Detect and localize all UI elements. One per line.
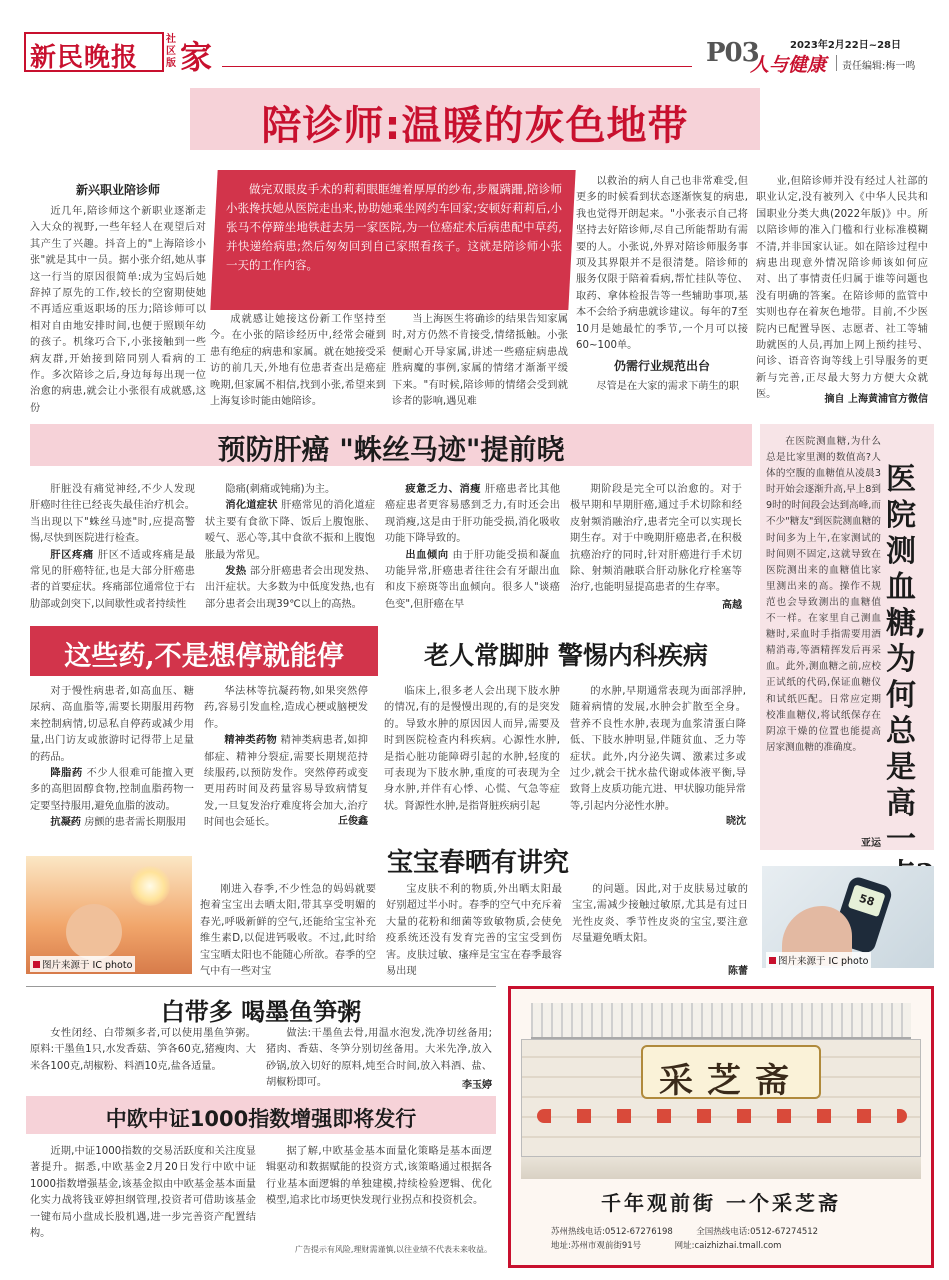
glucose-photo	[762, 866, 934, 968]
legs-col-2-text: 的水肿,早期通常表现为面部浮肿,随着病情的发展,水肿会扩散至全身。营养不良性水肿,表现为血浆清蛋白降低、下肢水肿明显,伴随贫血、乏力等症状。此外,内分泌失调、激素过多或过少,就会干扰水盐代谢或体液平衡,导致肾上皮质功能亢进、甲状腺功能异常等,引起内分泌性水肿。	[570, 686, 746, 812]
liver-col-2-text: 隐痛(刺痛或钝痛)为主。	[225, 484, 336, 495]
recipe-col-1	[30, 1026, 256, 1090]
lead-col-4-text: 以救治的病人自己也非常难受,但更多的时候看到状态逐渐恢复的病患,我也觉得开朗起来。"小张表示自己将坚持去好陪诊师,尽自己所能帮助有需要的人。小张说,外界对陪诊师服务事项及其界限并不是很清楚。陪诊师的服务仅限于陪着看病,帮忙挂队等位、取药、拿体检报告等一些辅助事项,基本不会给予病患就诊建议。每年的7至10月是她最忙的季节,一个月可以接60~100单。	[576, 176, 748, 352]
liver-lead-fatigue: 疲惫乏力、消瘦	[405, 484, 482, 495]
liver-col-2c: 部分肝癌患者会出现发热、出汗症状。大多数为中低度发热,也有部分患者会出现39℃以上的高热。	[205, 566, 376, 610]
sunbath-col-1-text: 刚进入春季,不少性急的妈妈就要抱着宝宝出去晒太阳,带其享受明媚的春光,呼吸新鲜的空气,还能给宝宝补充维生素D,以促进钙吸收。不过,此时给宝宝晒太阳也不能随心所欲。春季的空气中有一些对宝	[200, 884, 376, 978]
fund-headline-band	[26, 1096, 496, 1134]
medicine-col-1-text: 对于慢性病患者,如高血压、糖尿病、高血脂等,需要长期服用药物来控制病情,切忌私自停药或减少用量,出门访友或旅游时记得带上足量的药品。	[30, 686, 194, 763]
recipe-author: 李玉婷	[462, 1080, 492, 1091]
ad-contact-line-2	[551, 1239, 911, 1251]
recipe-col-1-text: 女性闭经、白带频多者,可以使用墨鱼笋粥。原料:干墨鱼1只,水发香菇、笋各60克,猪瘦肉、大米各100克,胡椒粉、料酒10克,盐各适量。	[30, 1028, 256, 1072]
ad-address: 地址:苏州市观前街91号	[551, 1241, 642, 1251]
masthead-divider	[222, 66, 692, 67]
subheading-career: 新兴职业陪诊师	[75, 183, 160, 197]
lead-col-2	[210, 312, 386, 406]
ad-building-roof	[531, 1003, 911, 1039]
ad-shop-sign-text: 采芝斋	[659, 1061, 803, 1101]
ad-frame	[508, 986, 934, 1268]
ad-hotline-label: 苏州热线电话:	[551, 1227, 605, 1237]
liver-lead-fever: 发热	[225, 566, 247, 578]
medicine-author: 丘俊鑫	[338, 816, 368, 827]
glucose-author: 亚运	[861, 838, 881, 849]
medicine-col-1	[30, 684, 194, 828]
glucose-photo-caption: 图片来源于 IC photo	[766, 952, 871, 968]
liver-col-3-text: 肝癌患者比其他癌症患者更容易感到乏力,有时还会出现消瘦,这是由于肝功能受损,消化吸收功能下降导致的。	[385, 484, 561, 545]
ad-national-label: 全国热线电话:	[696, 1227, 751, 1237]
lead-headline-band	[190, 88, 760, 150]
sunbath-photo-caption: 图片来源于 IC photo	[30, 956, 135, 972]
glucose-headline: 医院测血糖,为何总是高一	[886, 462, 927, 857]
ad-street	[521, 1157, 921, 1179]
fund-col-1-text: 近期,中证1000指数的交易活跃度和关注度显著提升。据悉,中欧基金2月20日发行中欧中证1000指数增强基金,该基金拟由中欧基金基本面量化实力战将钱亚婷担纲管理,投资者可借助该基金一键布局小盘成长股机遇,进一步完善资产配置结构。	[30, 1146, 256, 1240]
recipe-col-2-text: 做法:干墨鱼去骨,用温水泡发,洗净切丝备用;猪肉、香菇、冬笋分别切丝备用。大米先净,放入砂锅,放入切好的原料,炖至合时间,放入料酒、盐、胡椒粉即可。	[266, 1028, 492, 1089]
medicine-col-1c: 房颤的患者需长期服用	[84, 817, 187, 829]
liver-lead-pain: 肝区疼痛	[50, 549, 94, 561]
lead-col-1	[30, 204, 206, 414]
sunbath-col-2	[386, 882, 562, 978]
glucose-meter-screen	[848, 884, 886, 917]
legs-col-1-text: 临床上,很多老人会出现下肢水肿的情况,有的是慢慢出现的,有的是突发的。导致水肿的原因因人而异,需要及时到医院检查内科疾病。心源性水肿,是指心脏功能障碍引起的水肿,轻度的可表现为下肢水肿,重度的可表现为全身水肿,并伴有心悸、心慌、气急等症状。肾源性水肿,是指肾脏疾病引起	[384, 686, 560, 812]
ad-lanterns	[537, 1109, 907, 1123]
legs-col-2	[570, 684, 746, 812]
liver-headline-band	[30, 424, 752, 466]
ad-site: caizhizhai.tmall.com	[694, 1241, 782, 1251]
page-number: P03	[706, 38, 759, 68]
edition-mark: 家	[180, 38, 213, 76]
fund-col-2	[266, 1144, 492, 1242]
lead-col-5-text: 业,但陪诊师并没有经过人社部的职业认定,没有被列入《中华人民共和国职业分类大典(2022年版)》中。所以陪诊师的准入门槛和行业标准模糊不清,并非国家认证。如在陪诊过程中病患出现意外情况陪诊师该如何应对、出了事情责任归属于谁等问题也没有明确的答案。在陪诊师的监管中实则也存在着灰色地带。目前,不少医院内已配置导医、志愿者、社工等辅助就医的人员,再加上网上预约挂号、问诊、语音咨询等线上引导服务的更新与完善,正尽最大努力方便大众就医。	[756, 176, 928, 401]
medicine-lead-anticoag: 抗凝药	[50, 817, 81, 829]
subheading-regulation: 仍需行业规范出台	[613, 359, 710, 374]
lead-col-4	[576, 174, 748, 406]
medicine-headline: 这些药,不是想停就能停	[64, 641, 344, 672]
lead-quote: 做完双眼皮手术的莉莉眼眶缠着厚厚的纱布,步履蹒跚,陪诊师小张搀扶她从医院走出来,协助她乘坐网约车回家;安顿好莉莉后,小张马不停蹄坐地铁赶去另一家医院,为一位癌症术后病患配中草药,并快递给病患;然后匆匆回到自己家照看孩子。这就是陪诊师小张一天的工作内容。	[226, 182, 562, 272]
fund-col-2-text: 据了解,中欧基金基本面量化策略是基本面逻辑驱动和数据赋能的投资方式,该策略通过根据各行业基本面逻辑的单独建模,持续检验逻辑、优化模型,追求比市场更快发现行业拐点和投资机会。	[266, 1146, 492, 1207]
sunbath-col-3	[572, 882, 748, 962]
sunbath-author: 陈蕾	[728, 966, 748, 977]
ad-hotline: 0512-67276198	[604, 1227, 673, 1237]
liver-col-1-text: 肝脏没有痛觉神经,不少人发现肝癌时往往已经丧失最佳治疗机会。当出现以下"蛛丝马迹"时,应提高警惕,尽快到医院进行检查。	[30, 484, 195, 545]
recipe-divider	[26, 986, 496, 987]
liver-col-4-text: 期阶段是完全可以治愈的。对于极早期和早期肝癌,通过手术切除和经皮射频消融治疗,患者完全可以实现长期生存。对于中晚期肝癌患者,在积极抗癌治疗的同时,针对肝癌进行手术切除、射频消融联合肝动脉化疗栓塞等治疗,也能明显提高患者的生存率。	[570, 484, 742, 594]
liver-col-2	[205, 482, 375, 612]
lead-col-4-tail: 尽管是在大家的需求下萌生的职	[596, 380, 740, 392]
edition-label: 社区版	[166, 34, 176, 69]
liver-author: 高越	[722, 600, 742, 611]
sunbath-col-3-text: 的问题。因此,对于皮肤易过敏的宝宝,需减少接触过敏原,尤其是有过日光性皮炎、季节性皮炎的宝宝,要注意尽量避免晒太阳。	[572, 884, 748, 945]
glucose-body	[766, 434, 881, 826]
lead-col-3	[392, 312, 568, 406]
medicine-col-1b: 不少人很难可能擅入更多的高胆固醇食物,控制血脂药物一定要坚持服用,避免血脂的波动。	[30, 768, 194, 812]
fund-headline: 中欧中证1000指数增强即将发行	[105, 1107, 417, 1131]
ad-contact-line-1	[551, 1225, 911, 1237]
liver-lead-digest: 消化道症状	[225, 500, 278, 512]
legs-author: 晓沈	[726, 816, 746, 827]
ad-slogan: 千年观前街 一个采芝斋	[601, 1191, 841, 1215]
lead-col-3-text: 当上海医生将确诊的结果告知家属时,对方仍然不肯接受,情绪抵触。小张便耐心开导家属,讲述一些癌症病患战胜病魔的事例,家属的情绪才渐渐平缓下来。"有时候,陪诊师的情绪会受到就诊者的影响,遇见难	[392, 314, 568, 408]
sunbath-photo	[26, 856, 192, 974]
lead-col-2-text: 成就感让她接这份新工作坚持至今。在小张的陪诊经历中,经常会碰到患有绝症的病患和家属。就在她接受采访的前几天,外地有位患者查出是癌症晚期,但家属不相信,找到小张,希望来到上海复诊时能由她陪诊。	[210, 314, 386, 408]
page-date: 2023年2月22日~28日	[790, 40, 902, 51]
paper-name: 新民晚报	[30, 43, 139, 73]
legs-headline: 老人常脚肿 警惕内科疾病	[424, 641, 708, 670]
baby-silhouette	[66, 904, 122, 960]
glucose-meter-value: 58	[857, 891, 877, 909]
ad-site-label: 网址:	[674, 1241, 695, 1251]
fund-col-1	[30, 1144, 256, 1258]
medicine-lead-lipid: 降脂药	[50, 768, 83, 780]
sunbath-headline: 宝宝春晒有讲究	[386, 848, 569, 878]
liver-col-2b: 肝癌常见的消化道症状主要有食欲下降、饭后上腹饱胀、嗳气、恶心等,其中食欲不振和上腹饱胀最为常见。	[205, 500, 376, 561]
liver-col-3	[385, 482, 560, 612]
section-divider	[836, 55, 837, 71]
sunbath-col-2-text: 宝皮肤不利的物质,外出晒太阳最好别超过半小时。春季的空气中充斥着大量的花粉和细菌等致敏物质,会使免疫系统还没有发育完善的宝宝受到伤害。皮肤过敏、瘙痒是宝宝在春季最容易出现	[386, 884, 562, 978]
glucose-body-text: 在医院测血糖,为什么总是比家里测的数值高?人体的空腹的血糖值从凌晨3时开始会逐渐升高,早上8到9时的时间段会达到高峰,而不少"糖友"到医院测血糖的时间多为上午,在家测试的时间则不固定,这就导致在医院测出来的血糖值比家里测出来的高。操作不规范也会导致测出的血糖值不一样。在家里自己测血糖时,采血时手指需要用酒精消毒,等酒精挥发后再采血。此外,测血糖之前,应校正试纸的代码,保证血糖仪和试纸匹配。日常应定期校准血糖仪,将试纸保存在阴凉干燥的位置也能提高居家测血糖的准确度。	[766, 436, 881, 753]
legs-col-1	[384, 684, 560, 828]
medicine-col-2-text: 华法林等抗凝药物,如果突然停药,容易引发血栓,造成心梗或脑梗发作。	[204, 686, 368, 730]
medicine-headline-band	[30, 626, 378, 676]
medicine-col-2b: 精神类病患者,如抑郁症、精神分裂症,需要长期规范持续服药,以预防发作。突然停药或变更用药时间及药量容易导致病情复发,一旦复发治疗难度将会加大,治疗时间也会延长。	[204, 735, 368, 829]
medicine-lead-psych: 精神类药物	[224, 735, 277, 747]
liver-col-3b: 由于肝功能受损和凝血功能异常,肝癌患者往往会有牙龈出血和皮下瘀斑等出血倾向。很多人"谈癌色变",但肝癌在早	[385, 549, 561, 610]
editor-credit: 责任编辑:梅一鸣	[842, 61, 916, 72]
lead-headline: 陪诊师:温暖的灰色地带	[261, 103, 689, 149]
liver-headline: 预防肝癌 "蛛丝马迹"提前晓	[217, 433, 565, 466]
section-name: 人与健康	[750, 54, 827, 76]
masthead	[0, 0, 949, 82]
liver-lead-bleed: 出血倾向	[405, 549, 449, 561]
liver-col-1b: 肝区不适或疼痛是最常见的肝癌特征,也是大部分肝癌患者的首要症状。疼痛部位通常位于右肋部或剑突下,以间歇性或者持续性	[30, 549, 196, 610]
recipe-headline: 白带多 喝墨鱼笋粥	[160, 997, 362, 1026]
ad-shop-sign	[641, 1045, 821, 1099]
paper-logo-box	[24, 32, 164, 72]
liver-col-1	[30, 482, 195, 612]
lead-sub-1	[30, 178, 206, 202]
fund-disclaimer: 广告提示有风险,理财需谨慎,以往业绩不代表未来收益。	[294, 1245, 492, 1254]
sunbath-col-1	[200, 882, 376, 978]
ad-national: 0512-67274512	[750, 1227, 819, 1237]
lead-col-1-text: 近几年,陪诊师这个新职业逐渐走入大众的视野,一些年轻人在观望后对其产生了兴趣。抖音上的"上海陪诊小张"就是其中一员。据小张介绍,她从事这一行当的原因很简单:成为宝妈后她辞掉了原先的工作,较长的空窗期使她不再适应重返职场的压力;陪诊师可以相对自由地安排时间,也便于照顾年幼的孩子。机缘巧合下,小张接触到一些病友群,开始接到陪同别人看病的工作。多次陪诊之后,身边每每出现一位治愈的病患,就会让小张很有成就感,这份	[30, 206, 206, 414]
lead-credit: 摘自 上海黄浦官方微信	[824, 394, 928, 405]
sun-icon	[130, 866, 170, 906]
liver-col-4	[570, 482, 742, 596]
